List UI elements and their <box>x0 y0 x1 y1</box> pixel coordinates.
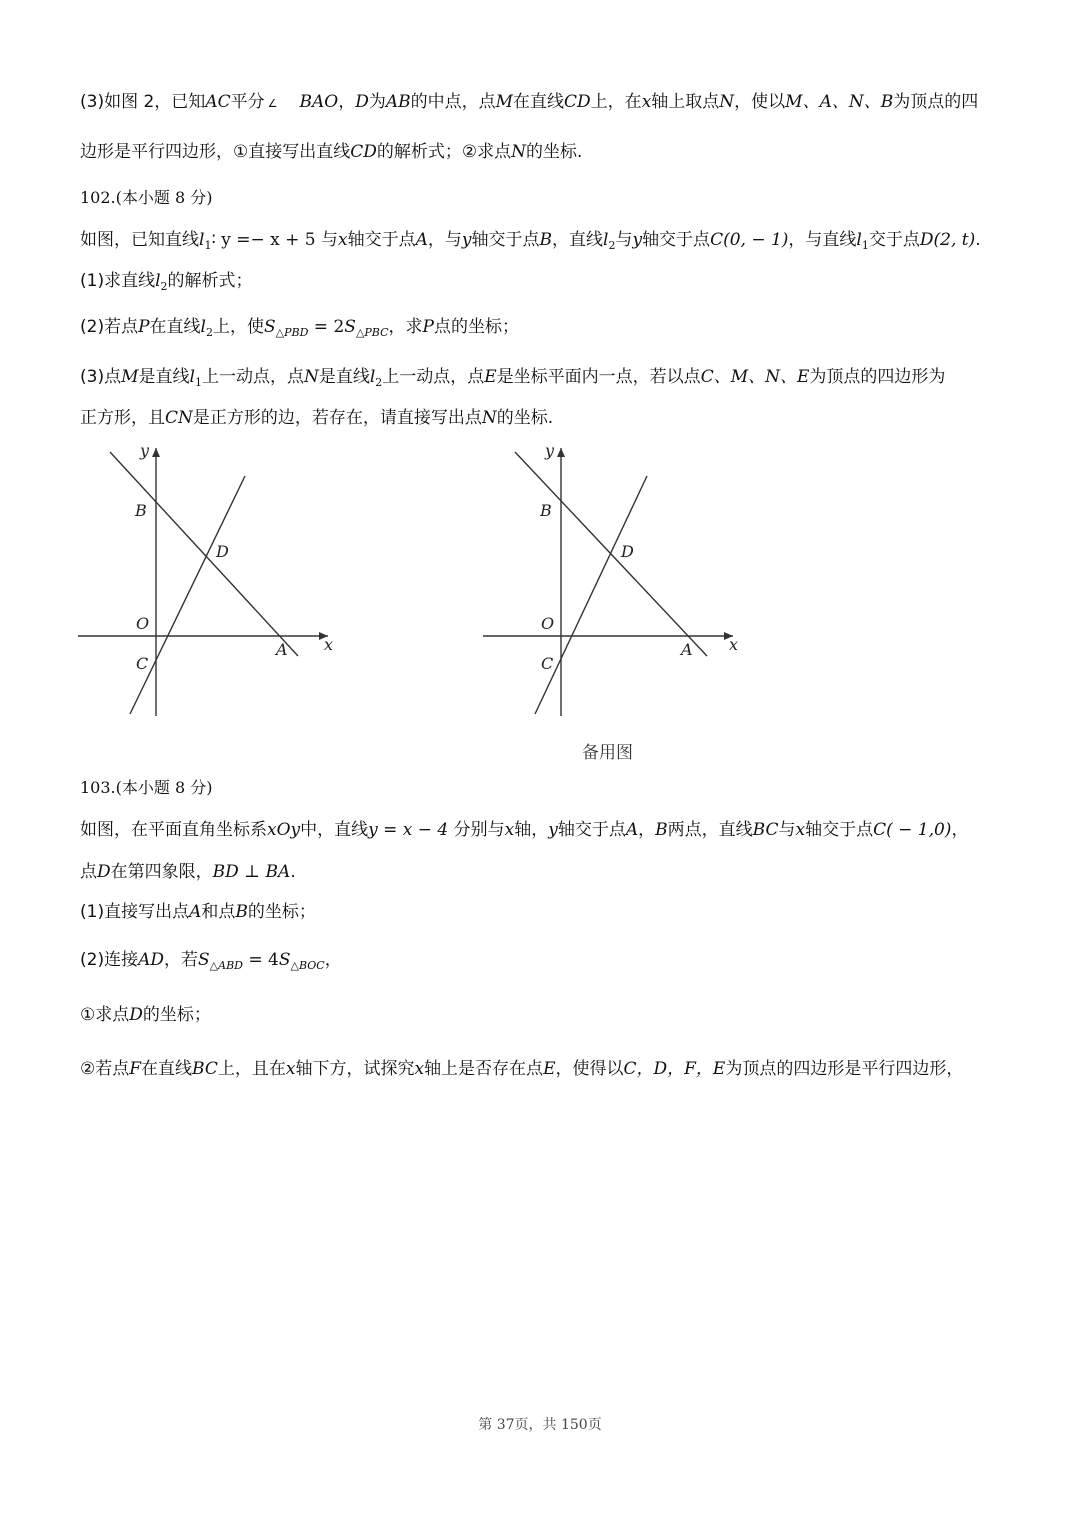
q103-part2-sub2: ②若点F在直线BC上，且在x轴下方，试探究x轴上是否存在点E，使得以C，D，F，E为顶点的四边形是平行四边形， <box>80 1059 964 1079</box>
q103-part2-sub1: ①求点D的坐标； <box>80 1005 211 1025</box>
line-l2 <box>130 476 245 714</box>
label-C: C <box>136 654 149 673</box>
q102-figure-main <box>70 438 350 727</box>
q101-part3-line1: (3)如图 2，已知AC平分 ∠ BAO，D为AB的中点，点M在直线CD上，在x轴上取点N，使以M、A、N、B为顶点的四 <box>80 92 979 112</box>
label-B: B <box>540 501 552 520</box>
q102-part1: (1)求直线$l_2$的解析式； <box>80 271 253 293</box>
label-y: y <box>140 441 150 460</box>
label-B: B <box>135 501 147 520</box>
label-x: x <box>324 635 334 654</box>
q102-part2: (2)若点P在直线$l_2$上，使$S_{\triangle PBD} = 2S_{\triangle PBC}$，求P点的坐标； <box>80 317 519 339</box>
label-A: A <box>681 640 693 659</box>
q103-statement-line2: 点D在第四象限，BD ⊥ BA. <box>80 862 296 882</box>
page-footer: 第 37页，共 150页 <box>478 1417 602 1433</box>
label-D: D <box>216 542 229 561</box>
y-axis-arrow <box>152 448 160 457</box>
label-C: C <box>541 654 554 673</box>
label-y: y <box>545 441 555 460</box>
label-O: O <box>541 614 555 633</box>
q103-header: 103.(本小题 8 分) <box>80 778 213 797</box>
label-A: A <box>276 640 288 659</box>
q102-header: 102.(本小题 8 分) <box>80 188 213 207</box>
line-l2 <box>535 476 647 714</box>
q102-part3-line2: 正方形，且CN是正方形的边，若存在，请直接写出点N的坐标. <box>80 408 554 428</box>
q103-part2: (2)连接AD，若$S_{\triangle ABD} = 4S_{\triangle BOC}$， <box>80 950 342 972</box>
figure-caption: 备用图 <box>582 743 633 763</box>
label-x: x <box>729 635 739 654</box>
q102-figure-backup <box>475 438 755 727</box>
label-D: D <box>621 542 634 561</box>
q103-statement-line1: 如图，在平面直角坐标系xOy中，直线y = x − 4 分别与x轴，y轴交于点A，B两点，直线BC与x轴交于点C( − 1,0)， <box>80 820 969 840</box>
q102-part3-line1: (3)点M是直线$l_1$上一动点，点N是直线$l_2$上一动点，点E是坐标平面内一点，若以点C、M、N、E为顶点的四边形为 <box>80 367 946 389</box>
q102-statement: 如图，已知直线$l_1∶$ y =− x + 5 与x轴交于点A，与y轴交于点B，直线$l_2$与y轴交于点C(0, − 1)，与直线$l_1$交于点D(2, t). <box>80 230 981 252</box>
y-axis-arrow <box>557 448 565 457</box>
q103-part1: (1)直接写出点A和点B的坐标； <box>80 902 316 922</box>
q101-part3-line2: 边形是平行四边形，①直接写出直线CD的解析式；②求点N的坐标. <box>80 142 583 162</box>
label-O: O <box>136 614 150 633</box>
